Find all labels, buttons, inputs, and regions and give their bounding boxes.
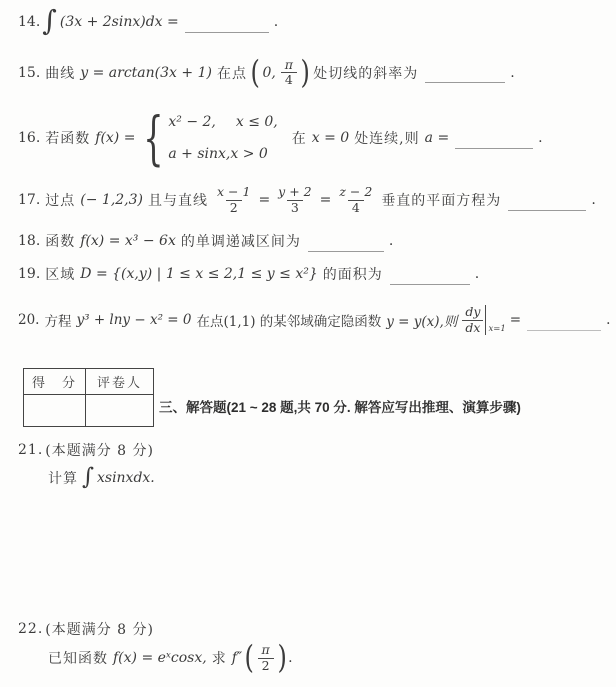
fraction-numerator: y + 2 bbox=[278, 184, 312, 200]
question-17-fraction-z bbox=[336, 185, 375, 215]
question-16-piecewise-cases bbox=[168, 114, 277, 162]
equals-sign: = bbox=[319, 192, 332, 208]
question-18-text-pre: 函数 bbox=[45, 234, 76, 250]
case-line-1 bbox=[168, 114, 277, 130]
question-17 bbox=[18, 183, 596, 217]
question-15-period: . bbox=[510, 64, 515, 81]
question-20-text-mid: 在点(1,1) 的某邻域确定隐函数 bbox=[196, 314, 382, 330]
question-21-header bbox=[18, 440, 154, 460]
question-14-expression: (3x + 2sinx)dx = bbox=[59, 14, 179, 30]
question-21-body bbox=[45, 462, 157, 494]
case-1-expression: x² − 2, bbox=[168, 114, 216, 130]
question-22-body bbox=[45, 638, 293, 677]
fraction-denominator: 4 bbox=[281, 72, 297, 87]
fraction-numerator: z − 2 bbox=[339, 184, 373, 200]
section-3-title: 三、解答题(21 ~ 28 题,共 70 分. 解答应写出推理、演算步骤) bbox=[159, 400, 521, 415]
fraction-numerator: x − 1 bbox=[217, 184, 251, 200]
case-1-condition: x ≤ 0, bbox=[235, 114, 278, 130]
question-19-region-definition: D = {(x,y) | 1 ≤ x ≤ 2,1 ≤ y ≤ x²} bbox=[80, 266, 318, 282]
left-paren: ( bbox=[250, 53, 260, 92]
question-22-header bbox=[18, 619, 154, 639]
question-22-find-label: 求 bbox=[211, 651, 227, 667]
fraction-numerator: π bbox=[284, 57, 293, 72]
question-20-equation: y³ + lny − x² = 0 bbox=[76, 312, 192, 328]
question-18-function: f(x) = x³ − 6x bbox=[80, 233, 176, 249]
question-22-number: 22. bbox=[18, 621, 44, 637]
answer-blank-15 bbox=[425, 68, 505, 83]
question-17-text-pre2: 且与直线 bbox=[148, 193, 208, 209]
question-17-point: (− 1,2,3) bbox=[80, 192, 143, 208]
question-17-fraction-y bbox=[275, 185, 314, 215]
question-15-text-mid: 在点 bbox=[216, 65, 247, 82]
question-16-number: 16. bbox=[18, 130, 41, 146]
fraction-denominator: 4 bbox=[348, 200, 364, 215]
case-2-expression: a + sinx,x > 0 bbox=[168, 146, 268, 162]
question-15-fraction-pi-4 bbox=[281, 58, 297, 88]
question-18-period: . bbox=[388, 233, 394, 249]
question-19 bbox=[18, 264, 479, 284]
fraction-denominator: dx bbox=[462, 320, 483, 335]
fraction-numerator: dy bbox=[465, 304, 481, 320]
question-15-point-x: 0, bbox=[262, 64, 276, 81]
question-16-text-post: 处连续,则 bbox=[354, 131, 420, 147]
fraction-denominator: 2 bbox=[226, 200, 242, 215]
cases-brace: { bbox=[143, 103, 165, 172]
score-table-header-grader: 评卷人 bbox=[86, 369, 153, 395]
question-18 bbox=[18, 231, 393, 251]
question-17-text-post: 垂直的平面方程为 bbox=[381, 193, 502, 209]
question-20-text-pre: 方程 bbox=[44, 314, 72, 330]
score-table-empty-cell-score bbox=[24, 395, 86, 426]
question-16-function: f(x) = bbox=[95, 130, 136, 146]
question-20-implicit-function: y = y(x),则 bbox=[386, 314, 458, 330]
question-20-period: . bbox=[606, 312, 611, 328]
integral-sign: ∫ bbox=[42, 4, 57, 37]
question-20-derivative-evaluated bbox=[461, 305, 505, 335]
integral-sign: ∫ bbox=[82, 463, 94, 490]
question-19-text-post: 的面积为 bbox=[322, 267, 383, 283]
question-19-text-pre: 区域 bbox=[45, 267, 76, 283]
question-16-a-equals: a = bbox=[424, 130, 450, 146]
question-17-fraction-x bbox=[214, 185, 253, 215]
question-21-compute-label: 计算 bbox=[48, 471, 78, 487]
answer-blank-19 bbox=[390, 270, 470, 285]
question-15-text-post: 处切线的斜率为 bbox=[313, 65, 419, 82]
answer-blank-18 bbox=[308, 237, 384, 252]
question-21-score-note: (本题满分 8 分) bbox=[45, 443, 154, 459]
question-17-period: . bbox=[591, 192, 596, 208]
question-20 bbox=[18, 302, 610, 338]
question-15-text-pre: 曲线 bbox=[45, 65, 76, 82]
answer-blank-14 bbox=[185, 18, 269, 33]
question-15 bbox=[18, 53, 515, 92]
question-20-number: 20. bbox=[18, 312, 40, 328]
right-paren: ) bbox=[300, 53, 310, 92]
question-15-number: 15. bbox=[18, 64, 41, 81]
question-21-integrand: xsinxdx. bbox=[96, 470, 155, 486]
question-18-number: 18. bbox=[18, 233, 41, 249]
fraction-denominator: 3 bbox=[287, 200, 303, 215]
question-22-function: f(x) = eˣcosx, bbox=[113, 650, 207, 666]
grading-score-table bbox=[23, 368, 154, 427]
question-16-text-pre: 若函数 bbox=[45, 131, 91, 147]
equals-sign: = bbox=[258, 192, 271, 208]
answer-blank-17 bbox=[508, 196, 586, 211]
question-22-fraction-pi-2 bbox=[258, 643, 274, 673]
question-17-text-pre1: 过点 bbox=[45, 193, 76, 209]
question-16-continuity-point: x = 0 bbox=[311, 130, 350, 146]
question-18-text-post: 的单调递减区间为 bbox=[180, 234, 301, 250]
question-16-period: . bbox=[538, 130, 543, 146]
question-17-number: 17. bbox=[18, 192, 41, 208]
answer-blank-20 bbox=[527, 316, 601, 331]
case-line-2 bbox=[168, 146, 277, 162]
question-21-number: 21. bbox=[18, 442, 44, 458]
derivative-dy-dx bbox=[462, 305, 483, 335]
evaluation-subscript: x=1 bbox=[488, 324, 506, 335]
question-14 bbox=[18, 4, 279, 37]
evaluation-bar bbox=[485, 305, 505, 335]
right-paren: ) bbox=[277, 638, 287, 677]
question-19-period: . bbox=[474, 266, 480, 282]
question-15-curve-equation: y = arctan(3x + 1) bbox=[80, 64, 212, 81]
fraction-denominator: 2 bbox=[258, 658, 274, 673]
question-16 bbox=[18, 103, 543, 172]
question-22-period: . bbox=[288, 650, 293, 666]
answer-blank-16 bbox=[455, 134, 533, 149]
question-22-second-derivative: f″ bbox=[231, 650, 243, 666]
fraction-numerator: π bbox=[261, 642, 270, 658]
question-19-number: 19. bbox=[18, 266, 41, 282]
question-22-score-note: (本题满分 8 分) bbox=[45, 622, 154, 638]
question-16-text-mid: 在 bbox=[291, 131, 307, 147]
left-paren: ( bbox=[244, 638, 255, 677]
score-table-empty-cell-grader bbox=[86, 395, 153, 426]
question-22-text-pre: 已知函数 bbox=[48, 651, 108, 667]
equals-sign: = bbox=[509, 312, 522, 328]
question-14-number: 14. bbox=[18, 14, 41, 30]
score-table-header-score: 得 分 bbox=[24, 369, 86, 395]
question-14-period: . bbox=[273, 14, 279, 30]
